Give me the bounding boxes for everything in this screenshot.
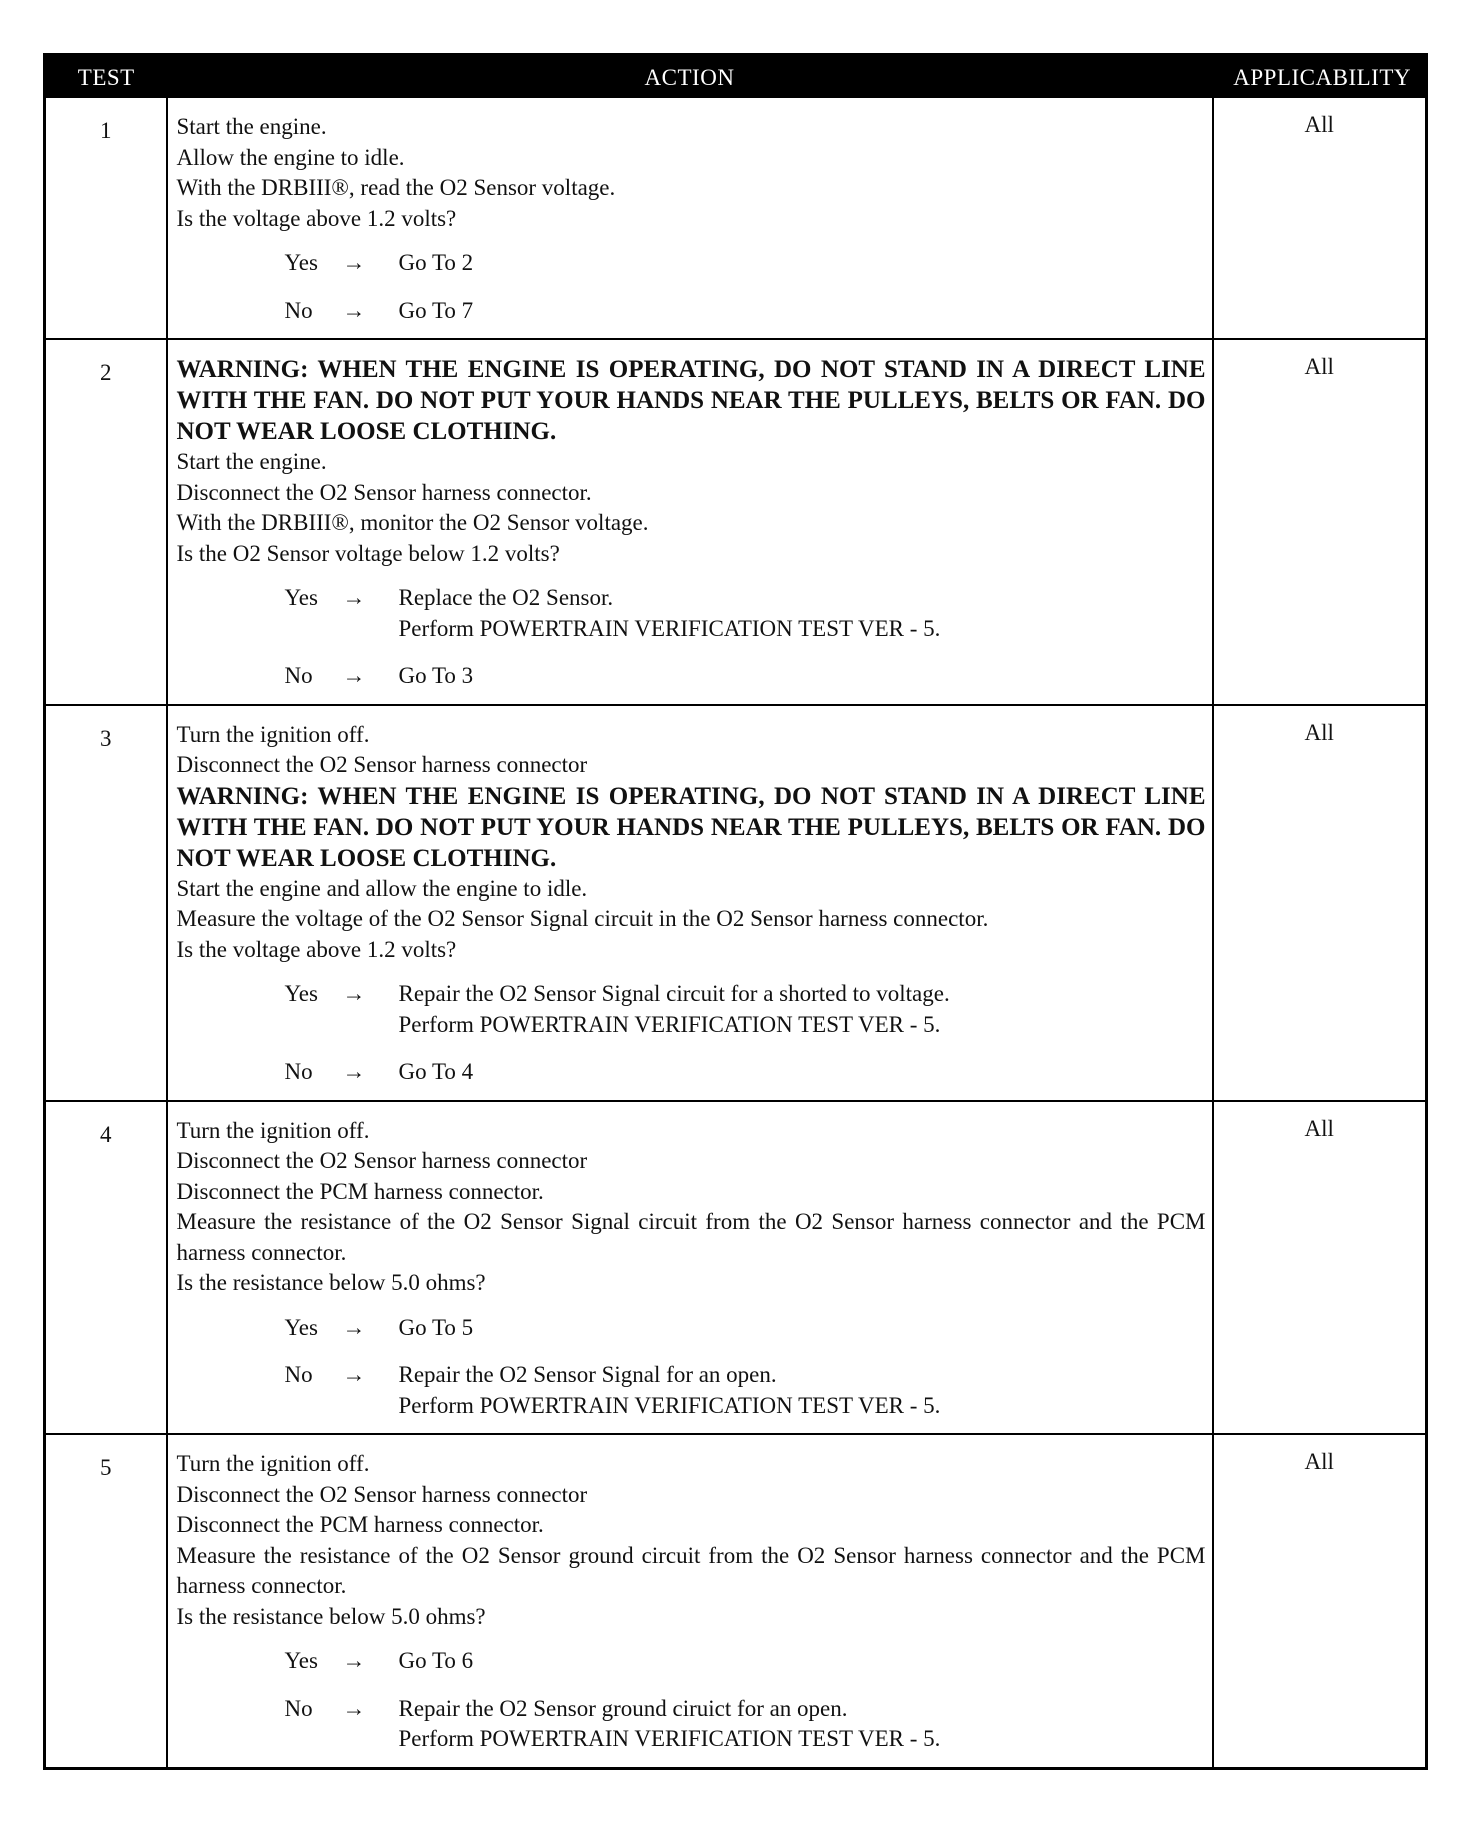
table-row — [45, 705, 1427, 1101]
result-line: Repair the O2 Sensor ground ciruict for an open. — [398, 1695, 848, 1721]
test-number: 2 — [45, 339, 167, 705]
instruction-line: Start the engine. — [176, 114, 327, 139]
action-cell — [167, 1101, 1213, 1435]
answer-result — [399, 1313, 1206, 1344]
answer-options — [177, 248, 1206, 326]
result-line: Go To 7 — [398, 297, 474, 323]
instruction-line: Disconnect the O2 Sensor harness connector — [176, 1481, 588, 1507]
arrow-right-icon: → — [342, 1314, 366, 1340]
answer-result — [399, 1694, 1206, 1755]
instruction-line: Disconnect the O2 Sensor harness connector — [176, 1148, 588, 1173]
applicability-cell: All — [1213, 97, 1427, 339]
result-line: Go To 2 — [398, 250, 474, 275]
instruction-line: Is the resistance below 5.0 ohms? — [176, 1270, 486, 1295]
action-cell — [167, 339, 1213, 705]
test-number: 3 — [45, 705, 167, 1101]
action-cell — [167, 1434, 1213, 1768]
instruction-line: With the DRBIII®, monitor the O2 Sensor voltage. — [176, 510, 649, 535]
table-header-row — [45, 55, 1427, 98]
instruction-line: Start the engine and allow the engine to idle. — [176, 875, 588, 901]
result-line: Perform POWERTRAIN VERIFICATION TEST VER - 5. — [398, 1392, 941, 1418]
answer-option — [285, 1057, 1206, 1088]
instruction-line: Disconnect the O2 Sensor harness connector. — [176, 479, 592, 505]
answer-label: No — [284, 297, 313, 323]
answer-options — [177, 1313, 1206, 1422]
answer-result — [399, 661, 1206, 692]
result-line: Go To 3 — [398, 663, 474, 688]
result-line: Repair the O2 Sensor Signal circuit for a shorted to voltage. — [398, 981, 950, 1006]
table-row — [45, 1434, 1427, 1768]
answer-result — [399, 1360, 1206, 1421]
applicability-cell: All — [1213, 339, 1427, 705]
answer-option — [285, 979, 1206, 1040]
instruction-line: Turn the ignition off. — [176, 1117, 370, 1143]
answer-result — [399, 1646, 1206, 1677]
answer-result — [399, 979, 1206, 1040]
table-row — [45, 97, 1427, 339]
header-test: TEST — [45, 55, 167, 98]
answer-option — [285, 583, 1206, 644]
action-cell — [167, 705, 1213, 1101]
instruction-line: Is the resistance below 5.0 ohms? — [176, 1603, 486, 1629]
answer-option — [285, 248, 1206, 279]
answer-label: Yes — [284, 1648, 318, 1673]
instruction-line: Measure the voltage of the O2 Sensor Signal circuit in the O2 Sensor harness connector. — [176, 906, 989, 931]
arrow-right-icon: → — [342, 585, 366, 610]
table-row — [45, 1101, 1427, 1435]
result-line: Perform POWERTRAIN VERIFICATION TEST VER - 5. — [398, 615, 941, 641]
test-number: 4 — [45, 1101, 167, 1435]
instruction-line: Allow the engine to idle. — [176, 144, 405, 170]
header-applicability: APPLICABILITY — [1213, 55, 1427, 98]
answer-option — [285, 296, 1206, 327]
answer-label: No — [284, 1362, 313, 1387]
answer-label: No — [284, 1695, 313, 1721]
answer-label: No — [284, 1059, 313, 1084]
answer-result — [399, 296, 1206, 327]
header-action: ACTION — [167, 55, 1213, 98]
result-line: Go To 6 — [398, 1648, 474, 1673]
instruction-line: With the DRBIII®, read the O2 Sensor voltage. — [176, 175, 616, 200]
arrow-right-icon: → — [342, 1059, 366, 1084]
result-line: Repair the O2 Sensor Signal for an open. — [398, 1362, 777, 1387]
answer-label: Yes — [284, 1314, 318, 1340]
answer-result — [399, 248, 1206, 279]
answer-label: Yes — [284, 981, 318, 1006]
arrow-right-icon: → — [342, 1362, 366, 1387]
instruction-line: Disconnect the PCM harness connector. — [176, 1512, 544, 1537]
instruction-line: Is the voltage above 1.2 volts? — [176, 205, 457, 231]
answer-option — [285, 1646, 1206, 1677]
instruction-line: Measure the resistance of the O2 Sensor ground circuit from the O2 Sensor harness connector and the PCM harness connector. — [176, 1542, 1206, 1598]
instruction-line: Is the O2 Sensor voltage below 1.2 volts? — [176, 540, 560, 566]
table-row — [45, 339, 1427, 705]
applicability-cell: All — [1213, 1101, 1427, 1435]
warning-text: WARNING: WHEN THE ENGINE IS OPERATING, DO NOT STAND IN A DIRECT LINE WITH THE FAN. DO NOT PUT YOUR HANDS NEAR THE PULLEYS, BELTS OR FAN. DO NOT WEAR LOOSE CLOTHING. — [176, 356, 1206, 445]
arrow-right-icon: → — [342, 1695, 366, 1721]
warning-text: WARNING: WHEN THE ENGINE IS OPERATING, DO NOT STAND IN A DIRECT LINE WITH THE FAN. DO NOT PUT YOUR HANDS NEAR THE PULLEYS, BELTS OR FAN. DO NOT WEAR LOOSE CLOTHING. — [176, 782, 1206, 872]
answer-options — [177, 1646, 1206, 1755]
answer-option — [285, 1694, 1206, 1755]
answer-label: No — [284, 663, 313, 688]
instruction-line: Disconnect the PCM harness connector. — [176, 1178, 544, 1204]
table-body — [45, 97, 1427, 1768]
instruction-line: Is the voltage above 1.2 volts? — [176, 936, 457, 962]
answer-label: Yes — [284, 585, 318, 610]
instruction-line: Measure the resistance of the O2 Sensor Signal circuit from the O2 Sensor harness connector and the PCM harness connector. — [176, 1209, 1206, 1265]
instruction-line: Disconnect the O2 Sensor harness connector — [176, 752, 588, 777]
applicability-cell: All — [1213, 705, 1427, 1101]
answer-result — [399, 1057, 1206, 1088]
result-line: Replace the O2 Sensor. — [398, 585, 614, 610]
answer-result — [399, 583, 1206, 644]
answer-options — [177, 583, 1206, 692]
answer-option — [285, 1313, 1206, 1344]
diagnostic-test-sheet — [43, 53, 1425, 1770]
result-line: Perform POWERTRAIN VERIFICATION TEST VER - 5. — [398, 1011, 941, 1037]
applicability-cell: All — [1213, 1434, 1427, 1768]
result-line: Go To 4 — [398, 1059, 474, 1084]
arrow-right-icon: → — [342, 297, 366, 323]
instruction-line: Start the engine. — [176, 449, 327, 474]
answer-option — [285, 661, 1206, 692]
test-number: 5 — [45, 1434, 167, 1768]
arrow-right-icon: → — [342, 663, 366, 688]
answer-option — [285, 1360, 1206, 1421]
result-line: Perform POWERTRAIN VERIFICATION TEST VER - 5. — [398, 1726, 941, 1751]
answer-options — [177, 979, 1206, 1088]
answer-label: Yes — [284, 250, 318, 275]
result-line: Go To 5 — [398, 1314, 474, 1340]
arrow-right-icon: → — [342, 1648, 366, 1673]
test-number: 1 — [45, 97, 167, 339]
instruction-line: Turn the ignition off. — [176, 1451, 370, 1476]
arrow-right-icon: → — [342, 250, 366, 275]
action-cell — [167, 97, 1213, 339]
arrow-right-icon: → — [342, 981, 366, 1006]
instruction-line: Turn the ignition off. — [176, 721, 370, 747]
diagnostic-table — [43, 53, 1428, 1770]
